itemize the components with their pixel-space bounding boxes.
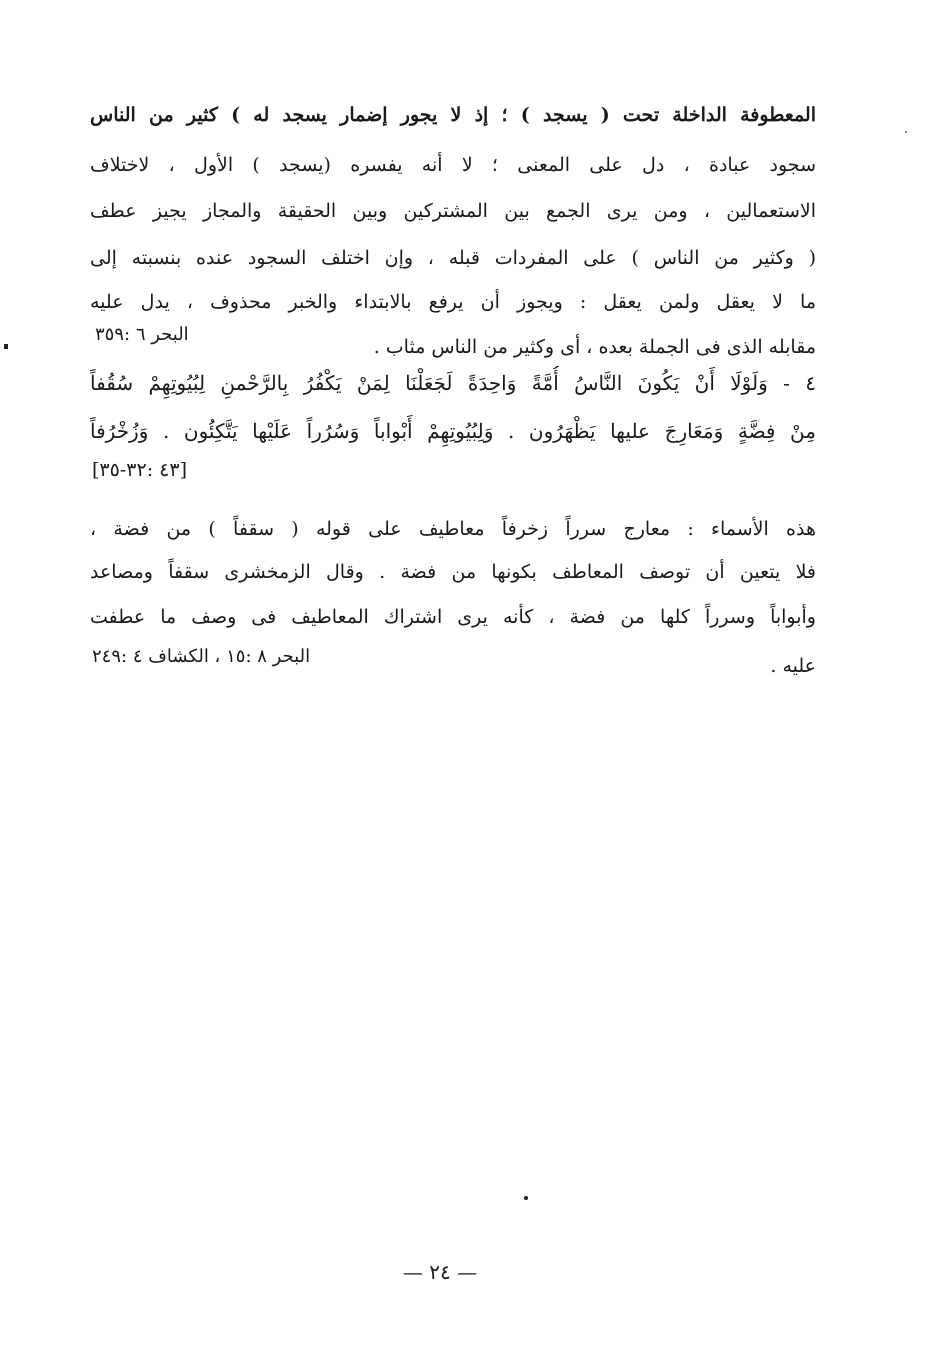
text-line: مقابله الذى فى الجملة بعده ، أى وكثير من الناس مثاب . (373, 336, 816, 358)
text-line: هذه الأسماء : معارج سرراً زخرفاً معاطيف على قوله ( سقفاً ) من فضة ، (90, 518, 816, 540)
text-line: فلا يتعين أن توصف المعاطف بكونها من فضة . وقال الزمخشرى سقفاً ومصاعد (90, 561, 816, 583)
text-line: وأبواباً وسرراً كلها من فضة ، كأنه يرى اشتراك المعاطيف فى وصف ما عطفت (90, 606, 816, 628)
text-line: ( وكثير من الناس ) على المفردات قبله ، وإن اختلف السجود عنده بنسبته إلى (90, 247, 816, 269)
verse-line: ٤ - وَلَوْلَا أَنْ يَكُونَ النَّاسُ أُمَّةً وَاحِدَةً لَجَعَلْنَا لِمَنْ يَكْفُرُ بِالرَّحْمنِ لِبُيُوتِهِمْ سُقُفاً (90, 371, 816, 395)
verse-reference: [٤٣ :٣٢-٣٥] (92, 459, 187, 481)
verse-line: مِنْ فِضَّةٍ وَمَعَارِجَ عليها يَظْهَرُون . وَلِبُيُوتِهِمْ أَبْواباً وَسُرُراً عَلَيْها يَتَّكِئُون . وَزُخْرُفاً (90, 419, 816, 443)
text-line: عليه . (770, 655, 816, 677)
source-reference: البحر ٨ :١٥ ، الكشاف ٤ :٢٤٩ (92, 646, 311, 667)
source-reference: البحر ٦ :٣٥٩ (95, 324, 189, 345)
scan-speck (4, 344, 8, 349)
text-line: سجود عبادة ، دل على المعنى ؛ لا أنه يفسره (يسجد ) الأول ، لاختلاف (90, 154, 816, 176)
scan-speck (524, 1196, 528, 1200)
text-line: الاستعمالين ، ومن يرى الجمع بين المشتركين وبين الحقيقة والمجاز يجيز عطف (90, 200, 816, 222)
text-line: ما لا يعقل ولمن يعقل : ويجوز أن يرفع بالابتداء والخبر محذوف ، يدل عليه (90, 291, 816, 313)
text-line: المعطوفة الداخلة تحت ( يسجد ) ؛ إذ لا يجور إضمار يسجد له ) كثير من الناس (90, 104, 816, 126)
scan-speck (905, 131, 907, 133)
page-number: — ٢٤ — (402, 1260, 478, 1284)
